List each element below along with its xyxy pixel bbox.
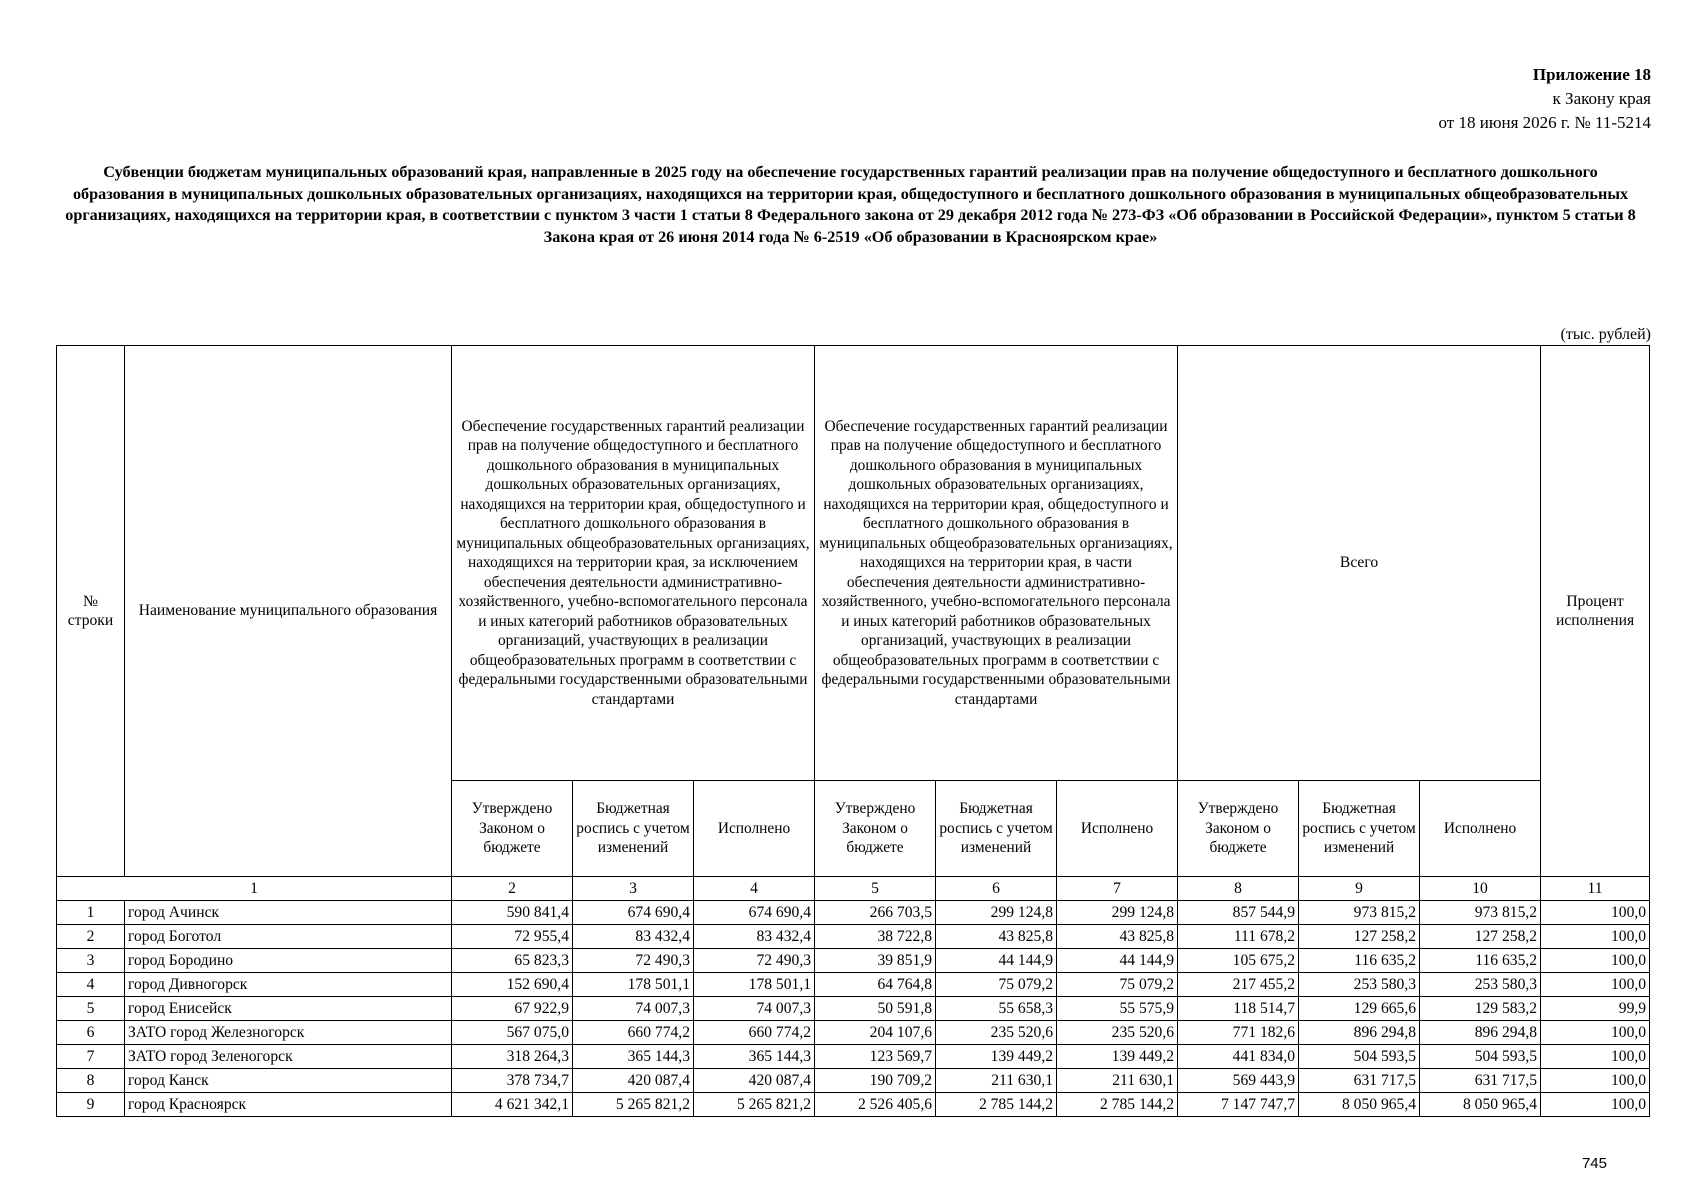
column-number: 8 bbox=[1178, 877, 1299, 901]
subheader-budget-schedule: Бюджетная роспись с учетом изменений bbox=[573, 781, 694, 877]
percent-cell: 100,0 bbox=[1541, 1045, 1650, 1069]
amount-cell: 75 079,2 bbox=[1057, 973, 1178, 997]
column-number: 10 bbox=[1420, 877, 1541, 901]
percent-cell: 100,0 bbox=[1541, 973, 1650, 997]
municipality-name-cell: ЗАТО город Зеленогорск bbox=[125, 1045, 452, 1069]
amount-cell: 75 079,2 bbox=[936, 973, 1057, 997]
row-number-cell: 7 bbox=[57, 1045, 125, 1069]
amount-cell: 7 147 747,7 bbox=[1178, 1093, 1299, 1117]
amount-cell: 39 851,9 bbox=[815, 949, 936, 973]
amount-cell: 631 717,5 bbox=[1420, 1069, 1541, 1093]
appendix-law-ref: к Закону края bbox=[1552, 89, 1651, 108]
amount-cell: 123 569,7 bbox=[815, 1045, 936, 1069]
amount-cell: 2 785 144,2 bbox=[1057, 1093, 1178, 1117]
amount-cell: 127 258,2 bbox=[1299, 925, 1420, 949]
amount-cell: 55 658,3 bbox=[936, 997, 1057, 1021]
amount-cell: 118 514,7 bbox=[1178, 997, 1299, 1021]
amount-cell: 204 107,6 bbox=[815, 1021, 936, 1045]
amount-cell: 365 144,3 bbox=[573, 1045, 694, 1069]
column-number: 11 bbox=[1541, 877, 1650, 901]
amount-cell: 590 841,4 bbox=[452, 901, 573, 925]
amount-cell: 217 455,2 bbox=[1178, 973, 1299, 997]
amount-cell: 5 265 821,2 bbox=[573, 1093, 694, 1117]
percent-cell: 100,0 bbox=[1541, 1021, 1650, 1045]
amount-cell: 72 490,3 bbox=[573, 949, 694, 973]
amount-cell: 771 182,6 bbox=[1178, 1021, 1299, 1045]
amount-cell: 299 124,8 bbox=[936, 901, 1057, 925]
amount-cell: 973 815,2 bbox=[1299, 901, 1420, 925]
amount-cell: 896 294,8 bbox=[1299, 1021, 1420, 1045]
subheader-budget-schedule: Бюджетная роспись с учетом изменений bbox=[1299, 781, 1420, 877]
amount-cell: 105 675,2 bbox=[1178, 949, 1299, 973]
subheader-approved: Утверждено Законом о бюджете bbox=[815, 781, 936, 877]
municipality-name-cell: город Бородино bbox=[125, 949, 452, 973]
amount-cell: 211 630,1 bbox=[1057, 1069, 1178, 1093]
amount-cell: 83 432,4 bbox=[694, 925, 815, 949]
amount-cell: 631 717,5 bbox=[1299, 1069, 1420, 1093]
document-title: Субвенции бюджетам муниципальных образований края, направленные в 2025 году на обеспечение государственных гарантий реализации прав на получение общедоступного и бесплатного дошкольного образования в муниципальных дошкольных образовательных организациях, находящихся на территории края, общедоступного и бесплатного дошкольного образования в муниципальных общеобразовательных организациях, находящихся на территории края, в соответствии с пунктом 3 части 1 статьи 8 Федерального закона от 29 декабря 2012 года № 273-ФЗ «Об образовании в Российской Федерации», пунктом 5 статьи 8 Закона края от 26 июня 2014 года № 6-2519 «Об образовании в Красноярском крае» bbox=[65, 163, 1636, 246]
amount-cell: 857 544,9 bbox=[1178, 901, 1299, 925]
percent-cell: 99,9 bbox=[1541, 997, 1650, 1021]
amount-cell: 660 774,2 bbox=[573, 1021, 694, 1045]
amount-cell: 674 690,4 bbox=[694, 901, 815, 925]
subheader-approved: Утверждено Законом о бюджете bbox=[452, 781, 573, 877]
amount-cell: 38 722,8 bbox=[815, 925, 936, 949]
amount-cell: 129 665,6 bbox=[1299, 997, 1420, 1021]
table-row bbox=[57, 901, 1650, 925]
amount-cell: 72 955,4 bbox=[452, 925, 573, 949]
subventions-table bbox=[56, 345, 1650, 1117]
amount-cell: 190 709,2 bbox=[815, 1069, 936, 1093]
header-group-basic-guarantees: Обеспечение государственных гарантий реализации прав на получение общедоступного и бесплатного дошкольного образования в муниципальных дошкольных образовательных организациях, находящихся на территории края, общедоступного и бесплатного дошкольного образования в муниципальных общеобразовательных организациях, находящихся на территории края, за исключением обеспечения деятельности административно-хозяйственного, учебно-вспомогательного персонала и иных категорий работников образовательных организаций, участвующих в реализации общеобразовательных программ в соответствии с федеральными государственными образовательными стандартами bbox=[452, 346, 815, 781]
subheader-approved: Утверждено Законом о бюджете bbox=[1178, 781, 1299, 877]
row-number-cell: 6 bbox=[57, 1021, 125, 1045]
row-number-cell: 2 bbox=[57, 925, 125, 949]
municipality-name-cell: город Боготол bbox=[125, 925, 452, 949]
amount-cell: 378 734,7 bbox=[452, 1069, 573, 1093]
subheader-executed: Исполнено bbox=[694, 781, 815, 877]
percent-cell: 100,0 bbox=[1541, 1093, 1650, 1117]
municipality-name-cell: город Красноярск bbox=[125, 1093, 452, 1117]
amount-cell: 299 124,8 bbox=[1057, 901, 1178, 925]
appendix-law-date: от 18 июня 2026 г. № 11-5214 bbox=[1438, 113, 1651, 132]
column-number: 4 bbox=[694, 877, 815, 901]
table-row bbox=[57, 1021, 1650, 1045]
municipality-name-cell: город Канск bbox=[125, 1069, 452, 1093]
amount-cell: 178 501,1 bbox=[694, 973, 815, 997]
column-number: 1 bbox=[57, 877, 452, 901]
amount-cell: 365 144,3 bbox=[694, 1045, 815, 1069]
page-number: 745 bbox=[1581, 1155, 1607, 1172]
table-row bbox=[57, 1045, 1650, 1069]
amount-cell: 152 690,4 bbox=[452, 973, 573, 997]
amount-cell: 8 050 965,4 bbox=[1299, 1093, 1420, 1117]
table-row bbox=[57, 1069, 1650, 1093]
amount-cell: 127 258,2 bbox=[1420, 925, 1541, 949]
amount-cell: 139 449,2 bbox=[1057, 1045, 1178, 1069]
percent-cell: 100,0 bbox=[1541, 925, 1650, 949]
amount-cell: 567 075,0 bbox=[452, 1021, 573, 1045]
row-number-cell: 1 bbox=[57, 901, 125, 925]
header-group-total: Всего bbox=[1178, 346, 1541, 781]
amount-cell: 116 635,2 bbox=[1299, 949, 1420, 973]
amount-cell: 44 144,9 bbox=[936, 949, 1057, 973]
amount-cell: 67 922,9 bbox=[452, 997, 573, 1021]
municipality-name-cell: ЗАТО город Железногорск bbox=[125, 1021, 452, 1045]
amount-cell: 83 432,4 bbox=[573, 925, 694, 949]
amount-cell: 973 815,2 bbox=[1420, 901, 1541, 925]
appendix-header bbox=[1439, 63, 1651, 135]
amount-cell: 441 834,0 bbox=[1178, 1045, 1299, 1069]
amount-cell: 420 087,4 bbox=[694, 1069, 815, 1093]
amount-cell: 64 764,8 bbox=[815, 973, 936, 997]
amount-cell: 211 630,1 bbox=[936, 1069, 1057, 1093]
table-row bbox=[57, 973, 1650, 997]
amount-cell: 74 007,3 bbox=[573, 997, 694, 1021]
amount-cell: 504 593,5 bbox=[1299, 1045, 1420, 1069]
municipality-name-cell: город Ачинск bbox=[125, 901, 452, 925]
amount-cell: 65 823,3 bbox=[452, 949, 573, 973]
amount-cell: 253 580,3 bbox=[1420, 973, 1541, 997]
amount-cell: 4 621 342,1 bbox=[452, 1093, 573, 1117]
subheader-executed: Исполнено bbox=[1420, 781, 1541, 877]
table-row bbox=[57, 949, 1650, 973]
percent-cell: 100,0 bbox=[1541, 1069, 1650, 1093]
amount-cell: 74 007,3 bbox=[694, 997, 815, 1021]
percent-cell: 100,0 bbox=[1541, 901, 1650, 925]
subheader-budget-schedule: Бюджетная роспись с учетом изменений bbox=[936, 781, 1057, 877]
header-group-support-staff: Обеспечение государственных гарантий реализации прав на получение общедоступного и бесплатного дошкольного образования в муниципальных дошкольных образовательных организациях, находящихся на территории края, общедоступного и бесплатного дошкольного образования в муниципальных общеобразовательных организациях, находящихся на территории края, в части обеспечения деятельности административно-хозяйственного, учебно-вспомогательного персонала и иных категорий работников образовательных организаций, участвующих в реализации общеобразовательных программ в соответствии с федеральными государственными образовательными стандартами bbox=[815, 346, 1178, 781]
amount-cell: 50 591,8 bbox=[815, 997, 936, 1021]
table-row bbox=[57, 997, 1650, 1021]
column-number: 2 bbox=[452, 877, 573, 901]
amount-cell: 674 690,4 bbox=[573, 901, 694, 925]
amount-cell: 139 449,2 bbox=[936, 1045, 1057, 1069]
amount-cell: 5 265 821,2 bbox=[694, 1093, 815, 1117]
row-number-cell: 5 bbox=[57, 997, 125, 1021]
amount-cell: 116 635,2 bbox=[1420, 949, 1541, 973]
table-header bbox=[57, 346, 1650, 877]
amount-cell: 235 520,6 bbox=[936, 1021, 1057, 1045]
subheader-executed: Исполнено bbox=[1057, 781, 1178, 877]
row-number-cell: 9 bbox=[57, 1093, 125, 1117]
amount-cell: 55 575,9 bbox=[1057, 997, 1178, 1021]
amount-cell: 253 580,3 bbox=[1299, 973, 1420, 997]
amount-cell: 235 520,6 bbox=[1057, 1021, 1178, 1045]
column-number: 6 bbox=[936, 877, 1057, 901]
amount-cell: 72 490,3 bbox=[694, 949, 815, 973]
row-number-cell: 8 bbox=[57, 1069, 125, 1093]
amount-cell: 8 050 965,4 bbox=[1420, 1093, 1541, 1117]
header-percent: Процент исполнения bbox=[1541, 346, 1650, 877]
column-number: 3 bbox=[573, 877, 694, 901]
amount-cell: 44 144,9 bbox=[1057, 949, 1178, 973]
table-body bbox=[57, 877, 1650, 901]
units-label: (тыс. рублей) bbox=[1560, 326, 1651, 343]
amount-cell: 111 678,2 bbox=[1178, 925, 1299, 949]
amount-cell: 2 785 144,2 bbox=[936, 1093, 1057, 1117]
amount-cell: 420 087,4 bbox=[573, 1069, 694, 1093]
percent-cell: 100,0 bbox=[1541, 949, 1650, 973]
column-number: 7 bbox=[1057, 877, 1178, 901]
table-row bbox=[57, 1093, 1650, 1117]
header-row-number: № строки bbox=[57, 346, 125, 877]
municipality-name-cell: город Енисейск bbox=[125, 997, 452, 1021]
appendix-title: Приложение 18 bbox=[1532, 65, 1651, 84]
table-data-rows bbox=[57, 901, 1650, 1117]
amount-cell: 43 825,8 bbox=[1057, 925, 1178, 949]
amount-cell: 318 264,3 bbox=[452, 1045, 573, 1069]
amount-cell: 504 593,5 bbox=[1420, 1045, 1541, 1069]
column-number: 9 bbox=[1299, 877, 1420, 901]
amount-cell: 660 774,2 bbox=[694, 1021, 815, 1045]
row-number-cell: 4 bbox=[57, 973, 125, 997]
column-number: 5 bbox=[815, 877, 936, 901]
row-number-cell: 3 bbox=[57, 949, 125, 973]
municipality-name-cell: город Дивногорск bbox=[125, 973, 452, 997]
amount-cell: 266 703,5 bbox=[815, 901, 936, 925]
amount-cell: 43 825,8 bbox=[936, 925, 1057, 949]
amount-cell: 129 583,2 bbox=[1420, 997, 1541, 1021]
amount-cell: 178 501,1 bbox=[573, 973, 694, 997]
amount-cell: 896 294,8 bbox=[1420, 1021, 1541, 1045]
amount-cell: 2 526 405,6 bbox=[815, 1093, 936, 1117]
table-row bbox=[57, 925, 1650, 949]
header-municipality: Наименование муниципального образования bbox=[125, 346, 452, 877]
amount-cell: 569 443,9 bbox=[1178, 1069, 1299, 1093]
